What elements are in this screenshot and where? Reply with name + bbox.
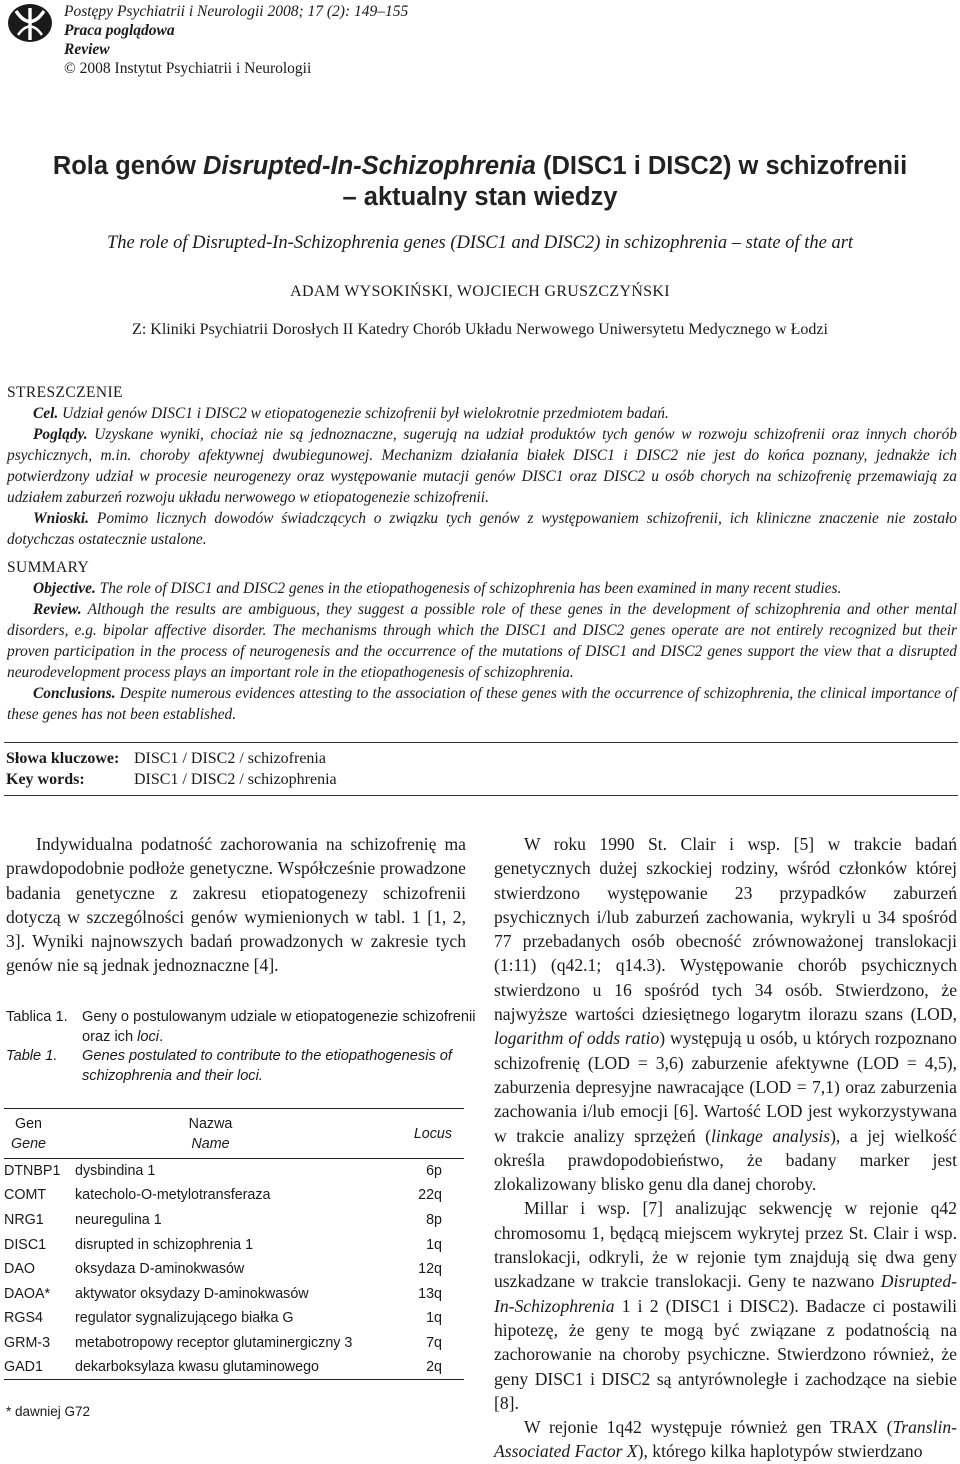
keywords-top-rule [4, 742, 958, 743]
gene-cell: DAOA* [4, 1285, 51, 1302]
header-name: Nazwa Name [188, 1115, 233, 1152]
name-cell: dysbindina 1 [75, 1163, 156, 1180]
abstract-pl-heading: STRESZCZENIE [7, 384, 123, 401]
title-line-2: – aktualny stan wiedzy [342, 183, 618, 211]
abstract-en-conclusions: Conclusions. Despite numerous evidences attesting to the association of these genes with the occurrence of schizophrenia, the clinical importance of these genes has not been established. [7, 685, 957, 723]
abstract-pl-views: Poglądy. Uzyskane wyniki, chociaż nie są jednoznaczne, sugerują na udział produktów tych genów w rozwoju schizofrenii oraz innych chorób psychicznych, m.in. choroby afektywnej dwubiegunowej. Mechanizm działania białek DISC1 i DISC2 nie jest do końca poznany, jednakże ich potwierdzony udział w procesie neurogenezy oraz występowanie mutacji genów DISC1 oraz DISC2 u osób chorych na schizofrenię przemawiają za udziałem zaburzeń rozwoju układu nerwowego w etiopatogenezie schizofrenii. [7, 426, 957, 506]
english-title: The role of Disrupted-In-Schizophrenia genes (DISC1 and DISC2) in schizophrenia – state of the art [106, 233, 854, 253]
table-row [4, 1281, 464, 1306]
abstract-en-heading: SUMMARY [7, 559, 90, 576]
gene-cell: GAD1 [4, 1359, 43, 1376]
locus-cell: 13q [418, 1285, 442, 1302]
journal-logo-icon [6, 2, 54, 44]
table-row [4, 1232, 464, 1257]
journal-citation: Postępy Psychiatrii i Neurologii 2008; 17 (2): 149–155 [64, 3, 409, 20]
abstract-en-objective: Objective. The role of DISC1 and DISC2 genes in the etiopathogenesis of schizophrenia has been examined in many recent studies. [33, 580, 842, 597]
locus-cell: 22q [418, 1187, 442, 1204]
body-right-paragraph-3: W rejonie 1q42 występuje również gen TRAX (Translin-Associated Factor X), którego kilka haplotypów stwierdzano [494, 1417, 957, 1462]
article-type-en: Review [64, 41, 110, 58]
name-cell: dekarboksylaza kwasu glutaminowego [75, 1359, 319, 1376]
title-line-1: Rola genów Disrupted-In-Schizophrenia (DISC1 i DISC2) w schizofrenii [52, 152, 908, 180]
locus-cell: 8p [426, 1211, 442, 1228]
article-type-pl: Praca poglądowa [64, 22, 175, 39]
table-row [4, 1331, 464, 1356]
body-right-paragraph-1: W roku 1990 St. Clair i wsp. [5] w trakcie badań genetycznych dużej szkockiej rodziny, wśród członków której stwierdzono występowanie 23 przypadków zaburzeń psychicznych i/lub zaburzeń zachowania, wykryli u 34 spośród 77 przebadanych osób obecność zrównoważonej translokacji (1:11) (q42.1; q14.3). Występowanie chorób psychicznych stwierdzono u 16 spośród tych 34 osób. Stwierdzono, że najwyższe wartości dziesiętnego logarytm ilorazu szans (LOD, logarithm of odds ratio) występują u osób, u których rozpoznano schizofrenię (LOD = 3,6) zaburzenie afektywne (LOD = 4,5), zaburzenia depresyjne nawracające (LOD = 7,1) oraz zaburzenia zachowania i/lub emocji [6]. Wartość LOD jest wykorzystywana w trakcie analizy sprzężeń (linkage analysis), a jej wielkość określa prawdopodobieństwo, że badany marker jest zlokalizowany blisko genu dla danej choroby. [494, 834, 957, 1195]
table-caption [6, 1008, 476, 1086]
gene-cell: NRG1 [4, 1211, 44, 1228]
locus-cell: 1q [426, 1236, 442, 1253]
keywords-en: Key words: DISC1 / DISC2 / schizophrenia [6, 771, 337, 788]
table-row [4, 1183, 464, 1208]
locus-cell: 1q [426, 1310, 442, 1327]
gene-cell: RGS4 [4, 1310, 43, 1327]
name-cell: disrupted in schizophrenia 1 [75, 1236, 254, 1253]
header-lines [64, 2, 408, 78]
name-cell: regulator sygnalizującego białka G [75, 1310, 294, 1327]
gene-cell: DAO [4, 1261, 35, 1278]
abstract-pl-aim: Cel. Udział genów DISC1 i DISC2 w etiopatogenezie schizofrenii był wielokrotnie przedmiotem badań. [33, 405, 669, 422]
name-cell: katecholo-O-metylotransferaza [75, 1187, 271, 1204]
table-header-row [4, 1109, 464, 1159]
name-cell: neuregulina 1 [75, 1211, 162, 1228]
copyright: © 2008 Instytut Psychiatrii i Neurologii [64, 60, 312, 77]
table-caption-en: Table 1. Genes postulated to contribute to the etiopathogenesis of schizophrenia and their loci. [6, 1048, 452, 1084]
table-row [4, 1208, 464, 1233]
abstract-pl-conclusions: Wnioski. Pomimo licznych dowodów świadczących o związku tych genów z występowaniem schizofrenii, ich kliniczne znaczenie nie zostało dotychczas ostatecznie ustalone. [7, 510, 957, 548]
table-row [4, 1306, 464, 1331]
body-right-paragraph-2: Millar i wsp. [7] analizując sekwencję w rejonie q42 chromosomu 1, będącą miejscem wykrytej przez St. Clair i wsp. translokacji, odkryli, że w rejonie tym znajdują się dwa geny uszkadzane w trakcie translokacji. Geny te nazwano Disrupted-In-Schizophrenia 1 i 2 (DISC1 i DISC2). Badacze ci postawili hipotezę, że geny te mogą być związane z podatnością na zachorowanie na choroby psychiczne. Stwierdzono również, że geny DISC1 i DISC2 są antyrównoległe i zachodzące na siebie [8]. [494, 1198, 957, 1413]
table-row [4, 1355, 464, 1380]
gene-cell: COMT [4, 1187, 47, 1204]
gene-cell: DISC1 [4, 1236, 47, 1253]
genes-table [4, 1108, 464, 1380]
table-row [4, 1257, 464, 1282]
locus-cell: 7q [426, 1334, 442, 1351]
affiliation: Z: Kliniki Psychiatrii Dorosłych II Katedry Chorób Układu Nerwowego Uniwersytetu Medycznego w Łodzi [132, 321, 828, 338]
locus-cell: 6p [426, 1163, 442, 1180]
name-cell: metabotropowy receptor glutaminergiczny 3 [75, 1334, 353, 1351]
authors: ADAM WYSOKIŃSKI, WOJCIECH GRUSZCZYŃSKI [290, 283, 670, 300]
abstract-pl [7, 382, 957, 550]
body-right-column [494, 832, 957, 1464]
name-cell: aktywator oksydazy D-aminokwasów [75, 1285, 309, 1302]
abstract-en [7, 557, 957, 725]
gene-cell: GRM-3 [4, 1334, 51, 1351]
abstract-en-review: Review. Although the results are ambiguous, they suggest a possible role of these genes in the development of schizophrenia and other mental disorders, e.g. bipolar affective disorder. The mechanisms through which the DISC1 and DISC2 genes operate are not entirely recognized but their proven participation in the process of neurogenesis and the occurrence of the mutations of DISC1 and DISC2 genes support the view that a disrupted neurodevelopment process plays an important role in the etiopathogenesis of schizophrenia. [7, 601, 957, 681]
table-body [4, 1159, 464, 1380]
locus-cell: 12q [418, 1261, 442, 1278]
gene-cell: DTNBP1 [4, 1163, 61, 1180]
table-row [4, 1159, 464, 1184]
table-footnote: * dawniej G72 [6, 1404, 91, 1419]
header-gene: Gen Gene [11, 1115, 46, 1152]
keywords-pl: Słowa kluczowe: DISC1 / DISC2 / schizofrenia [6, 750, 326, 767]
locus-cell: 2q [426, 1359, 442, 1376]
keywords-bottom-rule [4, 795, 958, 796]
table-caption-pl: Tablica 1. Geny o postulowanym udziale w etiopatogenezie schizofrenii oraz ich loci. [6, 1009, 476, 1045]
name-cell: oksydaza D-aminokwasów [75, 1261, 245, 1278]
header-locus: Locus [413, 1125, 452, 1142]
body-left-paragraph: Indywidualna podatność zachorowania na schizofrenię ma prawdopodobnie podłoże genetyczne. Współcześnie prowadzone badania genetyczne z zakresu etiopatogenezy schizofrenii dotyczą w szczególności genów wymienionych w tabl. 1 [1, 2, 3]. Wyniki najnowszych badań prowadzonych w zakresie tych genów nie są jednak jednoznaczne [4]. [6, 834, 466, 976]
